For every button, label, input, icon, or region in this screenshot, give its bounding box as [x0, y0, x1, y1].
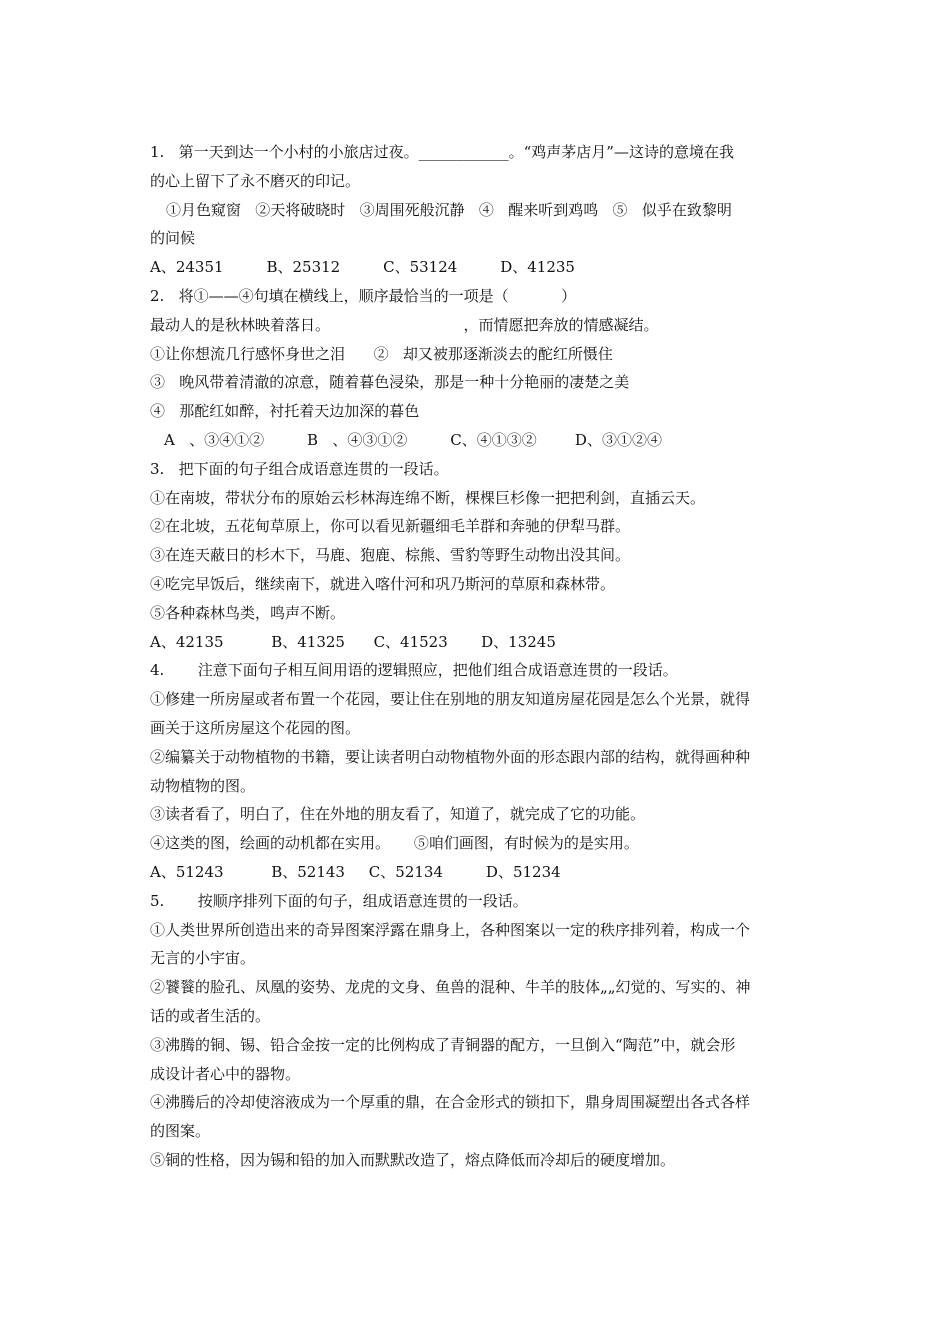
- q5-item-4-line2: 的图案。: [150, 1122, 211, 1141]
- q3-item-5: ⑤各种森林鸟类，鸣声不断。: [150, 603, 346, 622]
- q2-item-4: ④ 那酡红如醉，衬托着天边加深的暮色: [150, 402, 420, 421]
- q3-item-4: ④吃完早饭后，继续南下，就进入喀什河和巩乃斯河的草原和森林带。: [150, 574, 616, 593]
- q4-item-1-line2: 画关于这所房屋这个花园的图。: [150, 718, 361, 737]
- q2-sentence: 最动人的是秋林映着落日。 ，而情愿把奔放的情感凝结。: [150, 315, 659, 334]
- q3-item-1: ①在南坡，带状分布的原始云杉林海连绵不断，棵棵巨杉像一把把利剑，直插云天。: [150, 488, 706, 507]
- q4-item-1-line1: ①修建一所房屋或者布置一个花园，要让住在别地的朋友知道房屋花园是怎么个光景，就得: [150, 690, 751, 709]
- q2-stem: 2. 将①——④句填在横线上，顺序最恰当的一项是（ ）: [150, 286, 577, 305]
- q3-item-3: ③在连天蔽日的杉木下，马鹿、狍鹿、棕熊、雪豹等野生动物出没其间。: [150, 546, 631, 565]
- q5-item-3-line2: 成设计者心中的器物。: [150, 1064, 301, 1083]
- q5-stem: 5. 按顺序排列下面的句子，组成语意连贯的一段话。: [150, 891, 528, 910]
- q1-stem-line1: 1. 第一天到达一个小村的小旅店过夜。____________。“鸡声茅店月”—这诗的意境在我: [150, 143, 734, 161]
- q1-stem-line2: 的心上留下了永不磨灭的印记。: [150, 171, 361, 190]
- q5-item-2-line1: ②饕餮的脸孔、凤凰的姿势、龙虎的文身、鱼兽的混种、牛羊的肢体„„幻觉的、写实的、神: [150, 978, 751, 997]
- q2-item-3: ③ 晚风带着清澈的凉意，随着暮色浸染，那是一种十分艳丽的凄楚之美: [150, 373, 630, 392]
- q4-item-2-line1: ②编纂关于动物植物的书籍，要让读者明白动物植物外面的形态跟内部的结构，就得画种种: [150, 747, 751, 766]
- q3-stem: 3. 把下面的句子组合成语意连贯的一段话。: [150, 459, 449, 478]
- q5-item-2-line2: 话的或者生活的。: [150, 1006, 271, 1025]
- q4-item-2-line2: 动物植物的图。: [150, 776, 256, 795]
- q4-item-4-5: ④这类的图，绘画的动机都在实用。 ⑤咱们画图，有时候为的是实用。: [150, 834, 639, 853]
- document-page: [150, 138, 820, 1175]
- q5-item-1-line2: 无言的小宇宙。: [150, 949, 256, 968]
- q5-item-5: ⑤铜的性格，因为锡和铅的加入而默默改造了，熔点降低而冷却后的硬度增加。: [150, 1150, 676, 1169]
- q1-items-line2: 的问候: [150, 229, 196, 248]
- q5-item-1-line1: ①人类世界所创造出来的奇异图案浮露在鼎身上，各种图案以一定的秩序排列着，构成一个: [150, 920, 751, 939]
- q5-item-3-line1: ③沸腾的铜、锡、铅合金按一定的比例构成了青铜器的配方，一旦倒入“陶范”中，就会形: [150, 1035, 736, 1054]
- q2-options: A 、③④①② B 、④③①② C、④①③② D、③①②④: [164, 430, 662, 449]
- q4-options: A、51243 B、52143 C、52134 D、51234: [150, 862, 561, 881]
- q5-item-4-line1: ④沸腾后的冷却使溶液成为一个厚重的鼎，在合金形式的锁扣下，鼎身周围凝塑出各式各样: [150, 1093, 751, 1112]
- q3-options: A、42135 B、41325 C、41523 D、13245: [150, 632, 556, 651]
- q3-item-2: ②在北坡，五花甸草原上，你可以看见新疆细毛羊群和奔驰的伊犁马群。: [150, 517, 631, 536]
- q1-items-line1: ①月色窥窗 ②天将破晓时 ③周围死般沉静 ④ 醒来听到鸡鸣 ⑤ 似乎在致黎明: [166, 200, 732, 219]
- q2-item-1-2: ①让你想流几行感怀身世之泪 ② 却又被那逐渐淡去的酡红所慑住: [150, 344, 613, 363]
- q4-stem: 4. 注意下面句子相互间用语的逻辑照应，把他们组合成语意连贯的一段话。: [150, 661, 678, 680]
- q1-options: A、24351 B、25312 C、53124 D、41235: [150, 258, 575, 277]
- q4-item-3: ③读者看了，明白了，住在外地的朋友看了，知道了，就完成了它的功能。: [150, 805, 646, 824]
